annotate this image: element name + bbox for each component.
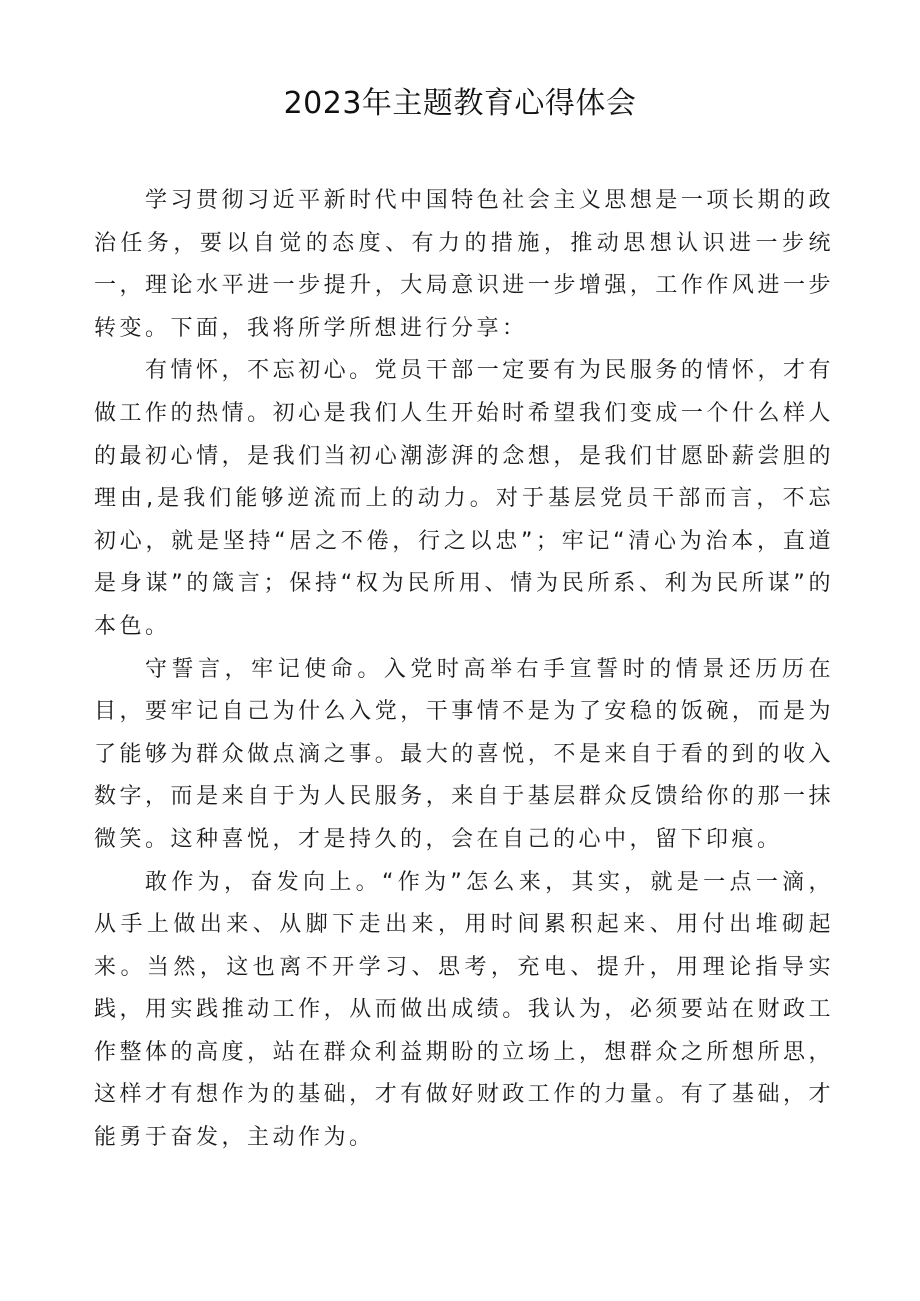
document-body: [94, 180, 834, 1160]
paragraph-mission: 守誓言，牢记使命。入党时高举右手宣誓时的情景还历历在目，要牢记自己为什么入党，干事情不是为了安稳的饭碗，而是为了能够为群众做点滴之事。最大的喜悦，不是来自于看的到的收入数字，而是来自于为人民服务，来自于基层群众反馈给你的那一抹微笑。这种喜悦，才是持久的，会在自己的心中，留下印痕。: [94, 656, 834, 852]
document-title: 2023年主题教育心得体会: [283, 86, 637, 121]
paragraph-original-aspiration: 有情怀，不忘初心。党员干部一定要有为民服务的情怀，才有做工作的热情。初心是我们人生开始时希望我们变成一个什么样人的最初心情，是我们当初心潮澎湃的念想，是我们甘愿卧薪尝胆的理由,是我们能够逆流而上的动力。对于基层党员干部而言，不忘初心，就是坚持“居之不倦，行之以忠”；牢记“清心为治本，直道是身谋”的箴言；保持“权为民所用、情为民所系、利为民所谋”的本色。: [94, 358, 834, 639]
paragraph-take-action: 敢作为，奋发向上。“作为”怎么来，其实，就是一点一滴，从手上做出来、从脚下走出来，用时间累积起来、用付出堆砌起来。当然，这也离不开学习、思考，充电、提升，用理论指导实践，用实践推动工作，从而做出成绩。我认为，必须要站在财政工作整体的高度，站在群众利益期盼的立场上，想群众之所想所思，这样才有想作为的基础，才有做好财政工作的力量。有了基础，才能勇于奋发，主动作为。: [94, 869, 834, 1151]
paragraph-intro: 学习贯彻习近平新时代中国特色社会主义思想是一项长期的政治任务，要以自觉的态度、有力的措施，推动思想认识进一步统一，理论水平进一步提升，大局意识进一步增强，工作作风进一步转变。下面，我将所学所想进行分享：: [94, 188, 834, 341]
